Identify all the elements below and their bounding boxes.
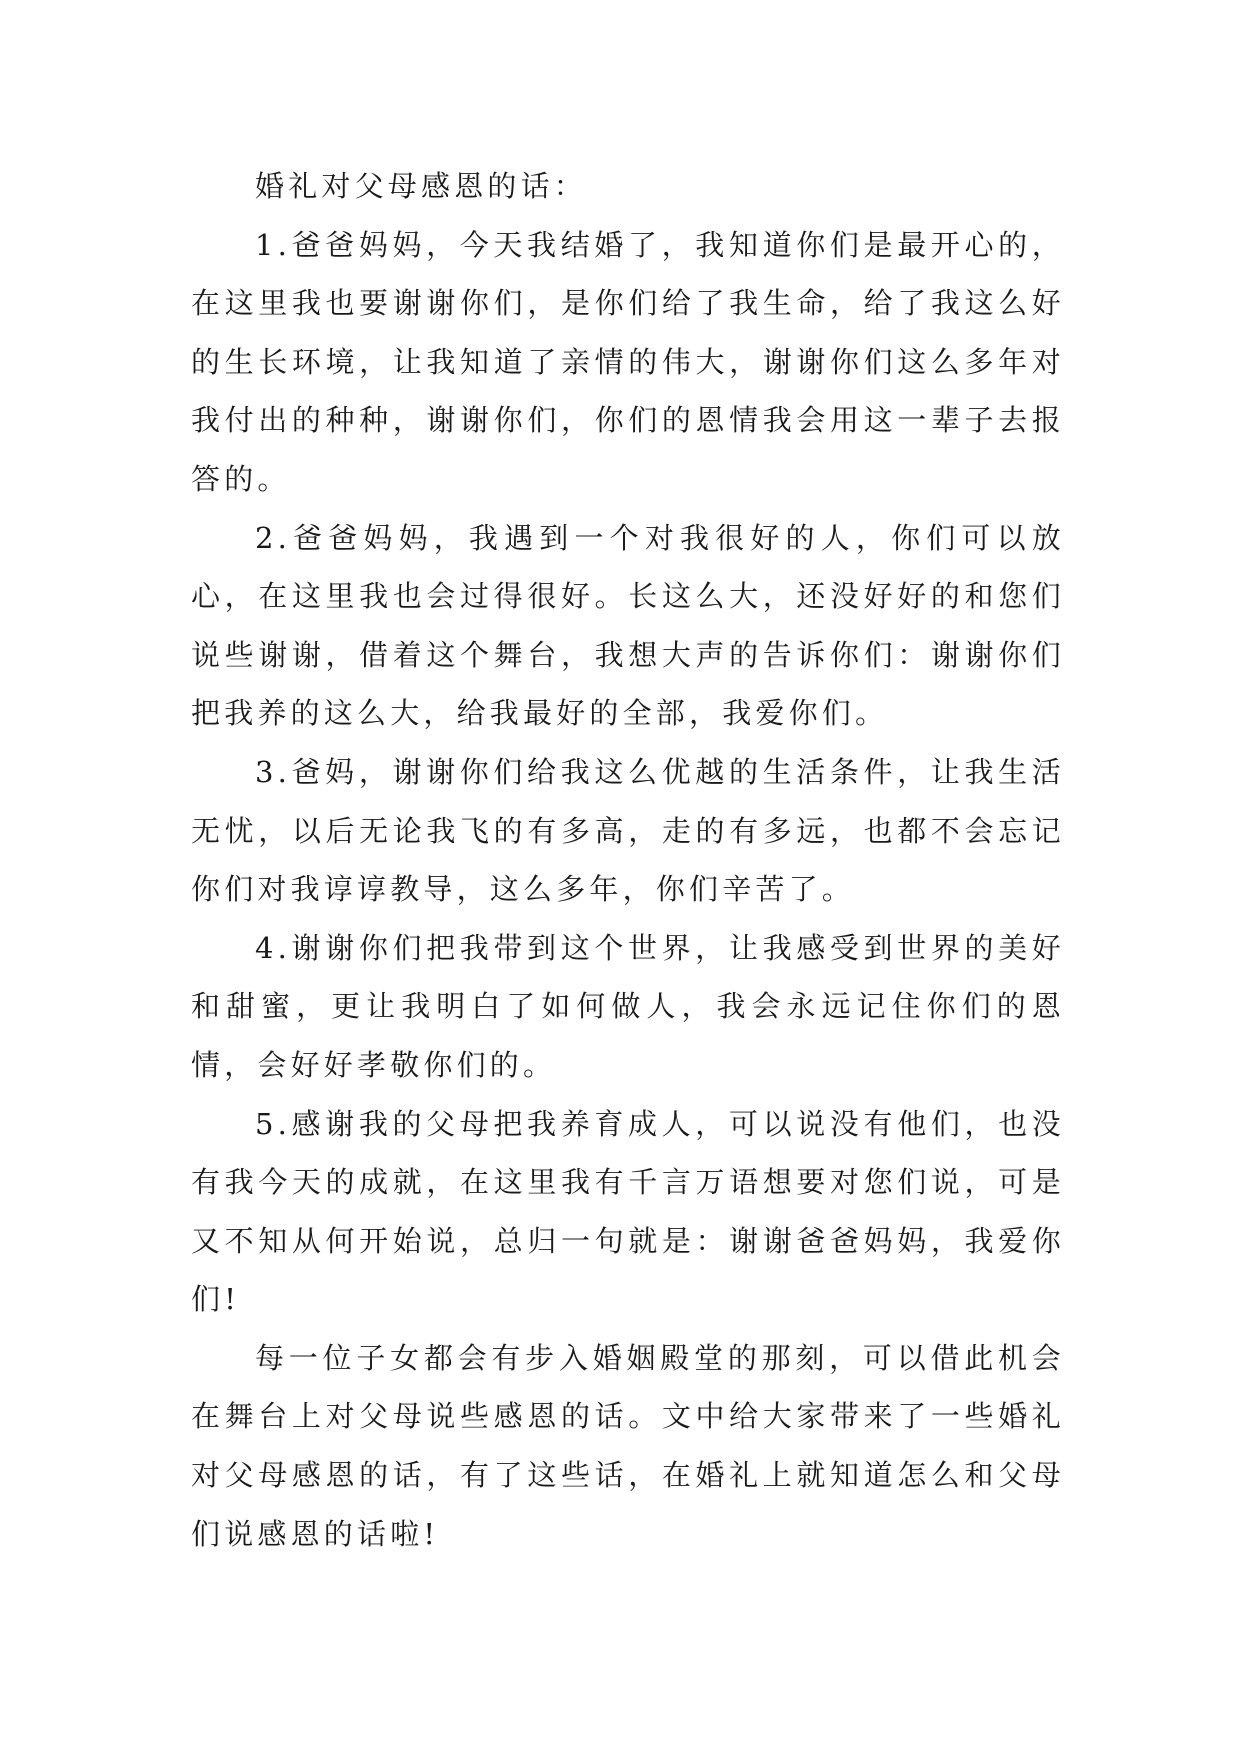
paragraph-5: 5.感谢我的父母把我养育成人，可以说没有他们，也没有我今天的成就，在这里我有千言万语想要对您们说，可是又不知从何开始说，总归一句就是：谢谢爸爸妈妈，我爱你们! (191, 1106, 1065, 1317)
paragraph-2: 2.爸爸妈妈，我遇到一个对我很好的人，你们可以放心，在这里我也会过得很好。长这么大，还没好好的和您们说些谢谢，借着这个舞台，我想大声的告诉你们：谢谢你们把我养的这么大，给我最好的全部，我爱你们。 (191, 520, 1065, 731)
paragraph-1: 1.爸爸妈妈，今天我结婚了，我知道你们是最开心的，在这里我也要谢谢你们，是你们给了我生命，给了我这么好的生长环境，让我知道了亲情的伟大，谢谢你们这么多年对我付出的种种，谢谢你们，你们的恩情我会用这一辈子去报答的。 (191, 227, 1065, 496)
paragraph-4: 4.谢谢你们把我带到这个世界，让我感受到世界的美好和甜蜜，更让我明白了如何做人，我会永远记住你们的恩情，会好好孝敬你们的。 (191, 930, 1065, 1082)
document-title: 婚礼对父母感恩的话： (255, 169, 588, 203)
paragraph-3: 3.爸妈，谢谢你们给我这么优越的生活条件，让我生活无忧，以后无论我飞的有多高，走的有多远，也都不会忘记你们对我谆谆教导，这么多年，你们辛苦了。 (191, 754, 1065, 907)
closing-paragraph: 每一位子女都会有步入婚姻殿堂的那刻，可以借此机会在舞台上对父母说些感恩的话。文中给大家带来了一些婚礼对父母感恩的话，有了这些话，在婚礼上就知道怎么和父母们说感恩的话啦! (191, 1340, 1065, 1551)
document-body (191, 157, 1065, 1563)
